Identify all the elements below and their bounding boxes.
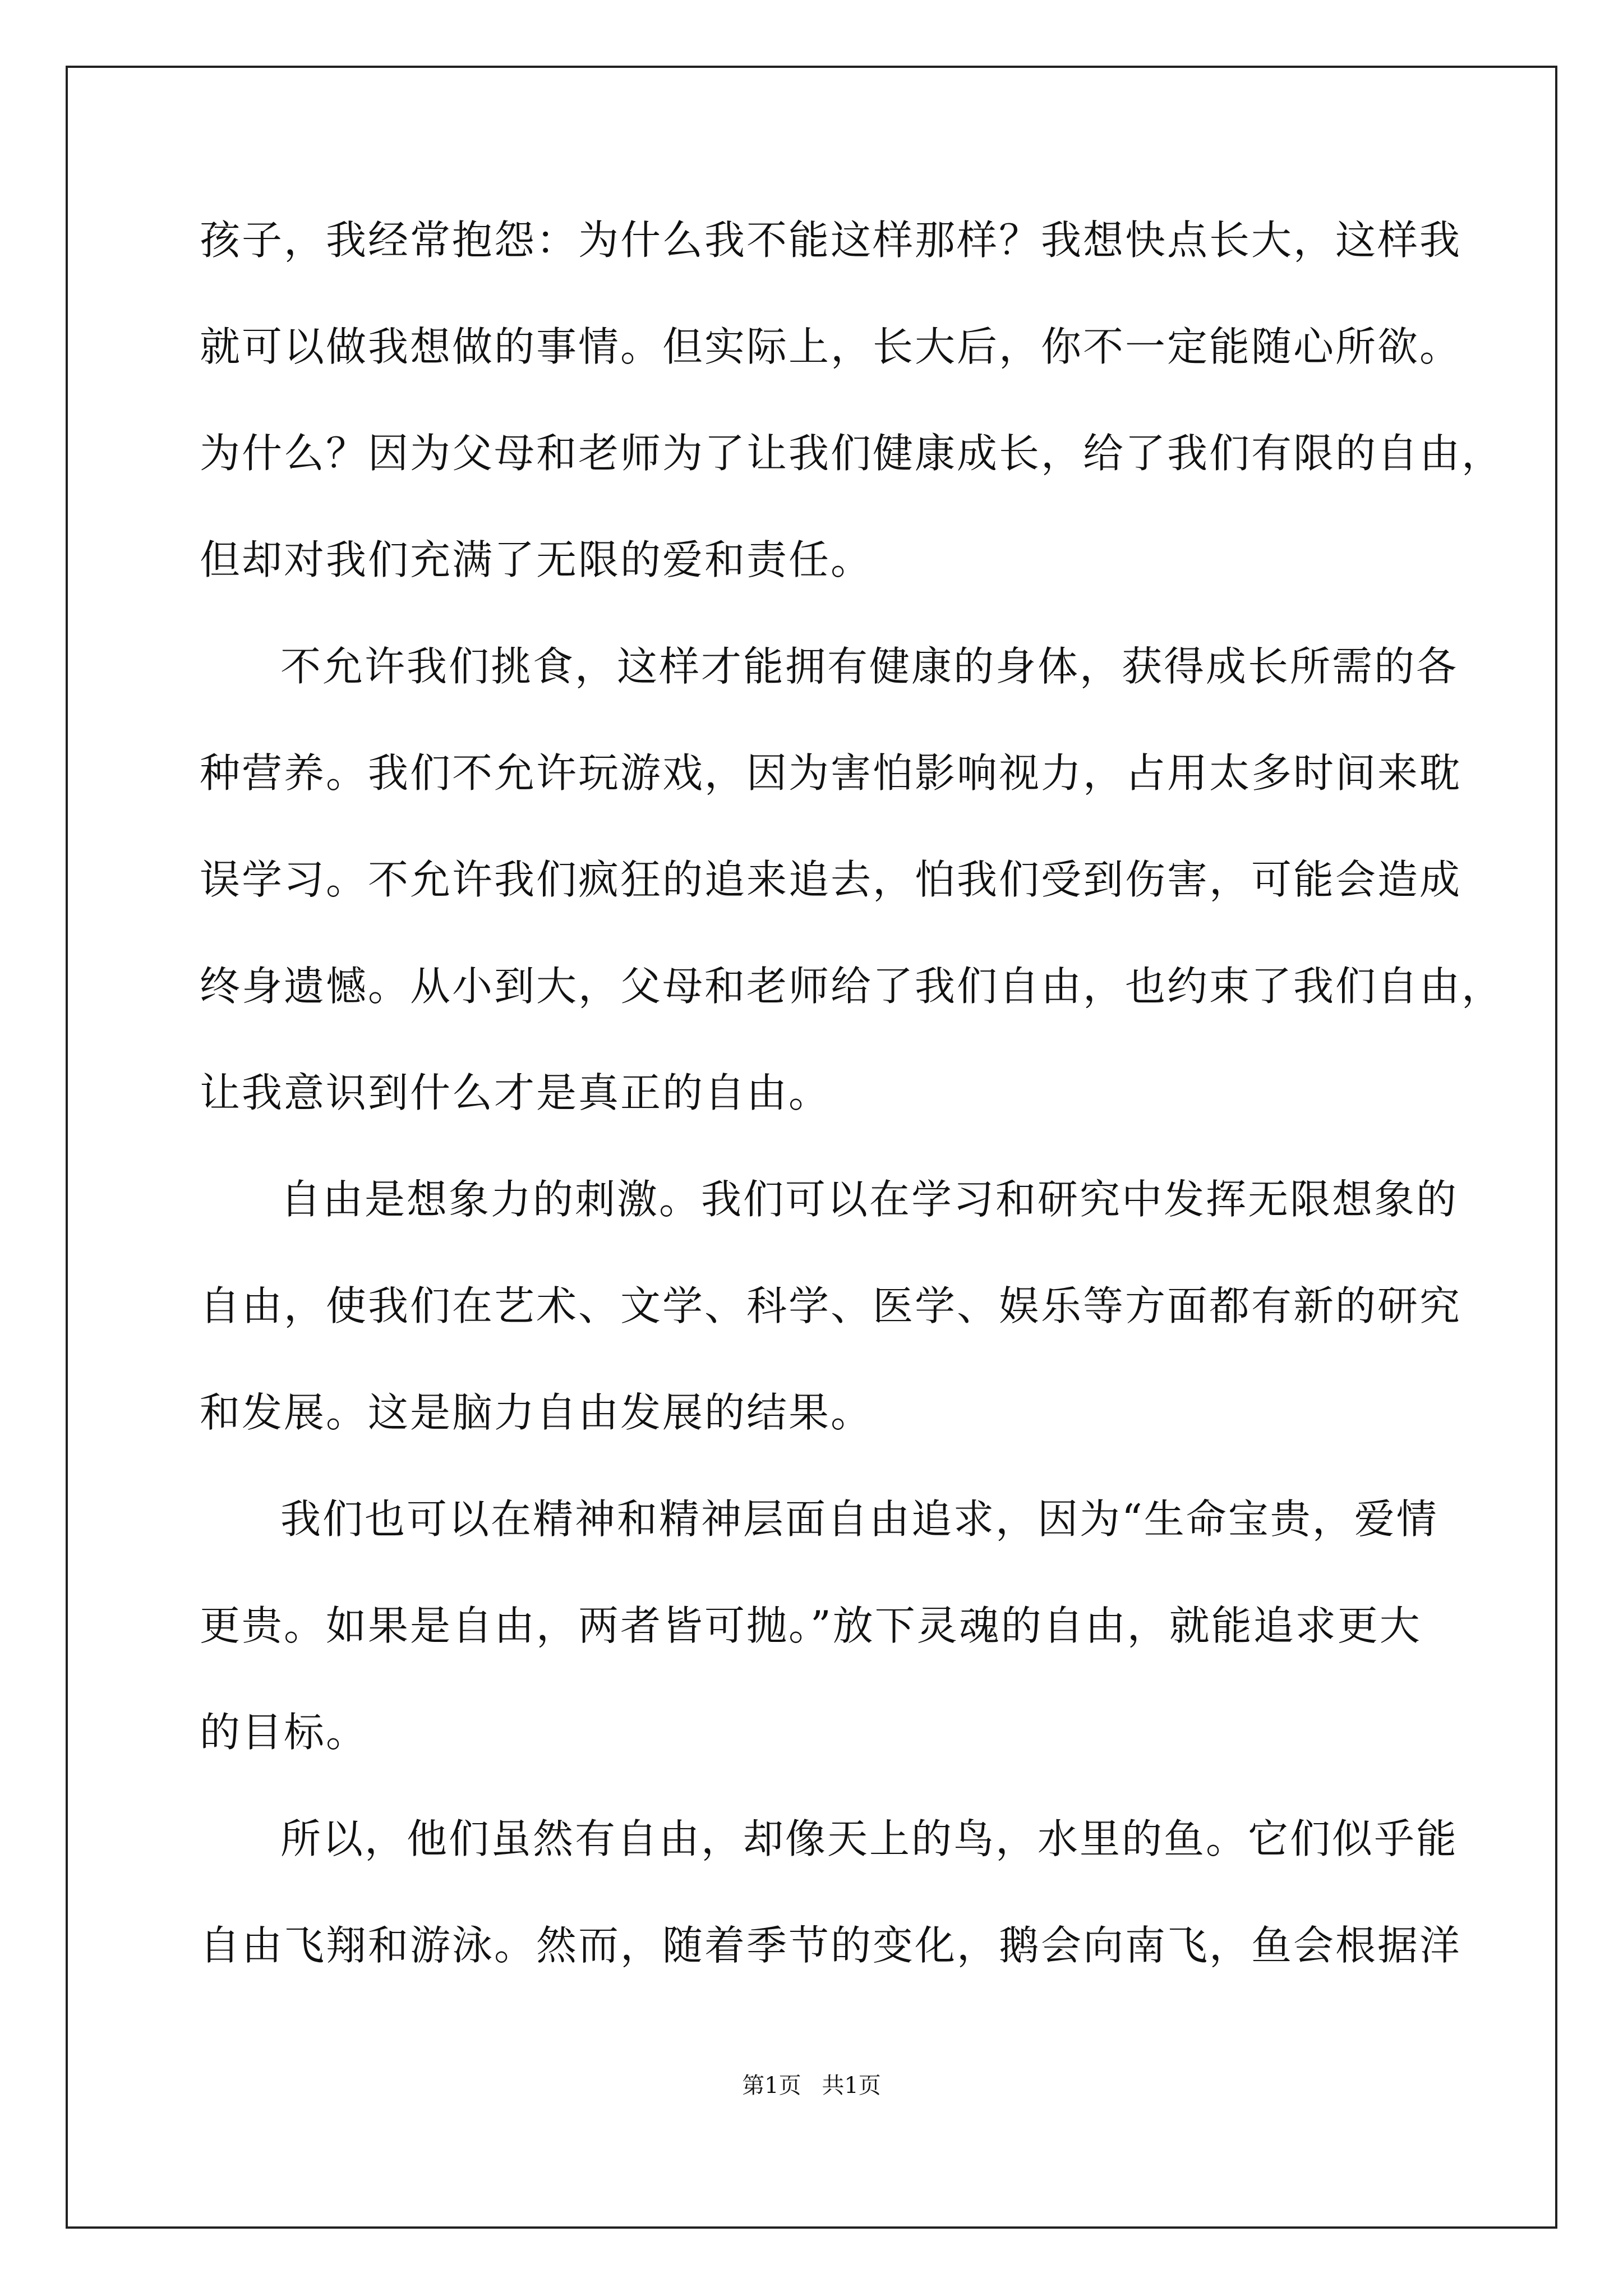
paragraph-line: 种营养。我们不允许玩游戏，因为害怕影响视力，占用太多时间来耽 [200,749,1462,797]
paragraph-line: 的目标。 [200,1709,368,1756]
paragraph-line: 和发展。这是脑力自由发展的结果。 [200,1389,873,1436]
paragraph-line: 更贵。如果是自由，两者皆可抛。”放下灵魂的自由，就能追求更大 [200,1602,1422,1649]
paragraph-line: 我们也可以在精神和精神层面自由追求，因为“生命宝贵，爱情 [280,1496,1438,1543]
paragraph-line: 所以，他们虽然有自由，却像天上的鸟，水里的鱼。它们似乎能 [280,1815,1459,1862]
paragraph-line: 为什么？因为父母和老师为了让我们健康成长，给了我们有限的自由， [200,430,1504,477]
paragraph-line: 就可以做我想做的事情。但实际上，长大后，你不一定能随心所欲。 [200,323,1462,370]
page-total-label: 共1页 [822,2073,881,2099]
paragraph-line: 终身遗憾。从小到大，父母和老师给了我们自由，也约束了我们自由， [200,963,1504,1010]
paragraph-line: 不允许我们挑食，这样才能拥有健康的身体，获得成长所需的各 [280,643,1459,690]
paragraph-line: 自由是想象力的刺激。我们可以在学习和研究中发挥无限想象的 [280,1176,1459,1223]
paragraph-line: 让我意识到什么才是真正的自由。 [200,1069,831,1116]
paragraph-line: 自由飞翔和游泳。然而，随着季节的变化，鹅会向南飞，鱼会根据洋 [200,1922,1462,1969]
paragraph-line: 误学习。不允许我们疯狂的追来追去，怕我们受到伤害，可能会造成 [200,856,1462,903]
paragraph-line: 但却对我们充满了无限的爱和责任。 [200,536,873,583]
paragraph-line: 孩子，我经常抱怨：为什么我不能这样那样？我想快点长大，这样我 [200,217,1462,264]
page-footer [0,2070,1623,2101]
paragraph-line: 自由，使我们在艺术、文学、科学、医学、娱乐等方面都有新的研究 [200,1282,1462,1329]
page-number-label: 第1页 [742,2073,801,2099]
page-border [66,66,1557,2229]
